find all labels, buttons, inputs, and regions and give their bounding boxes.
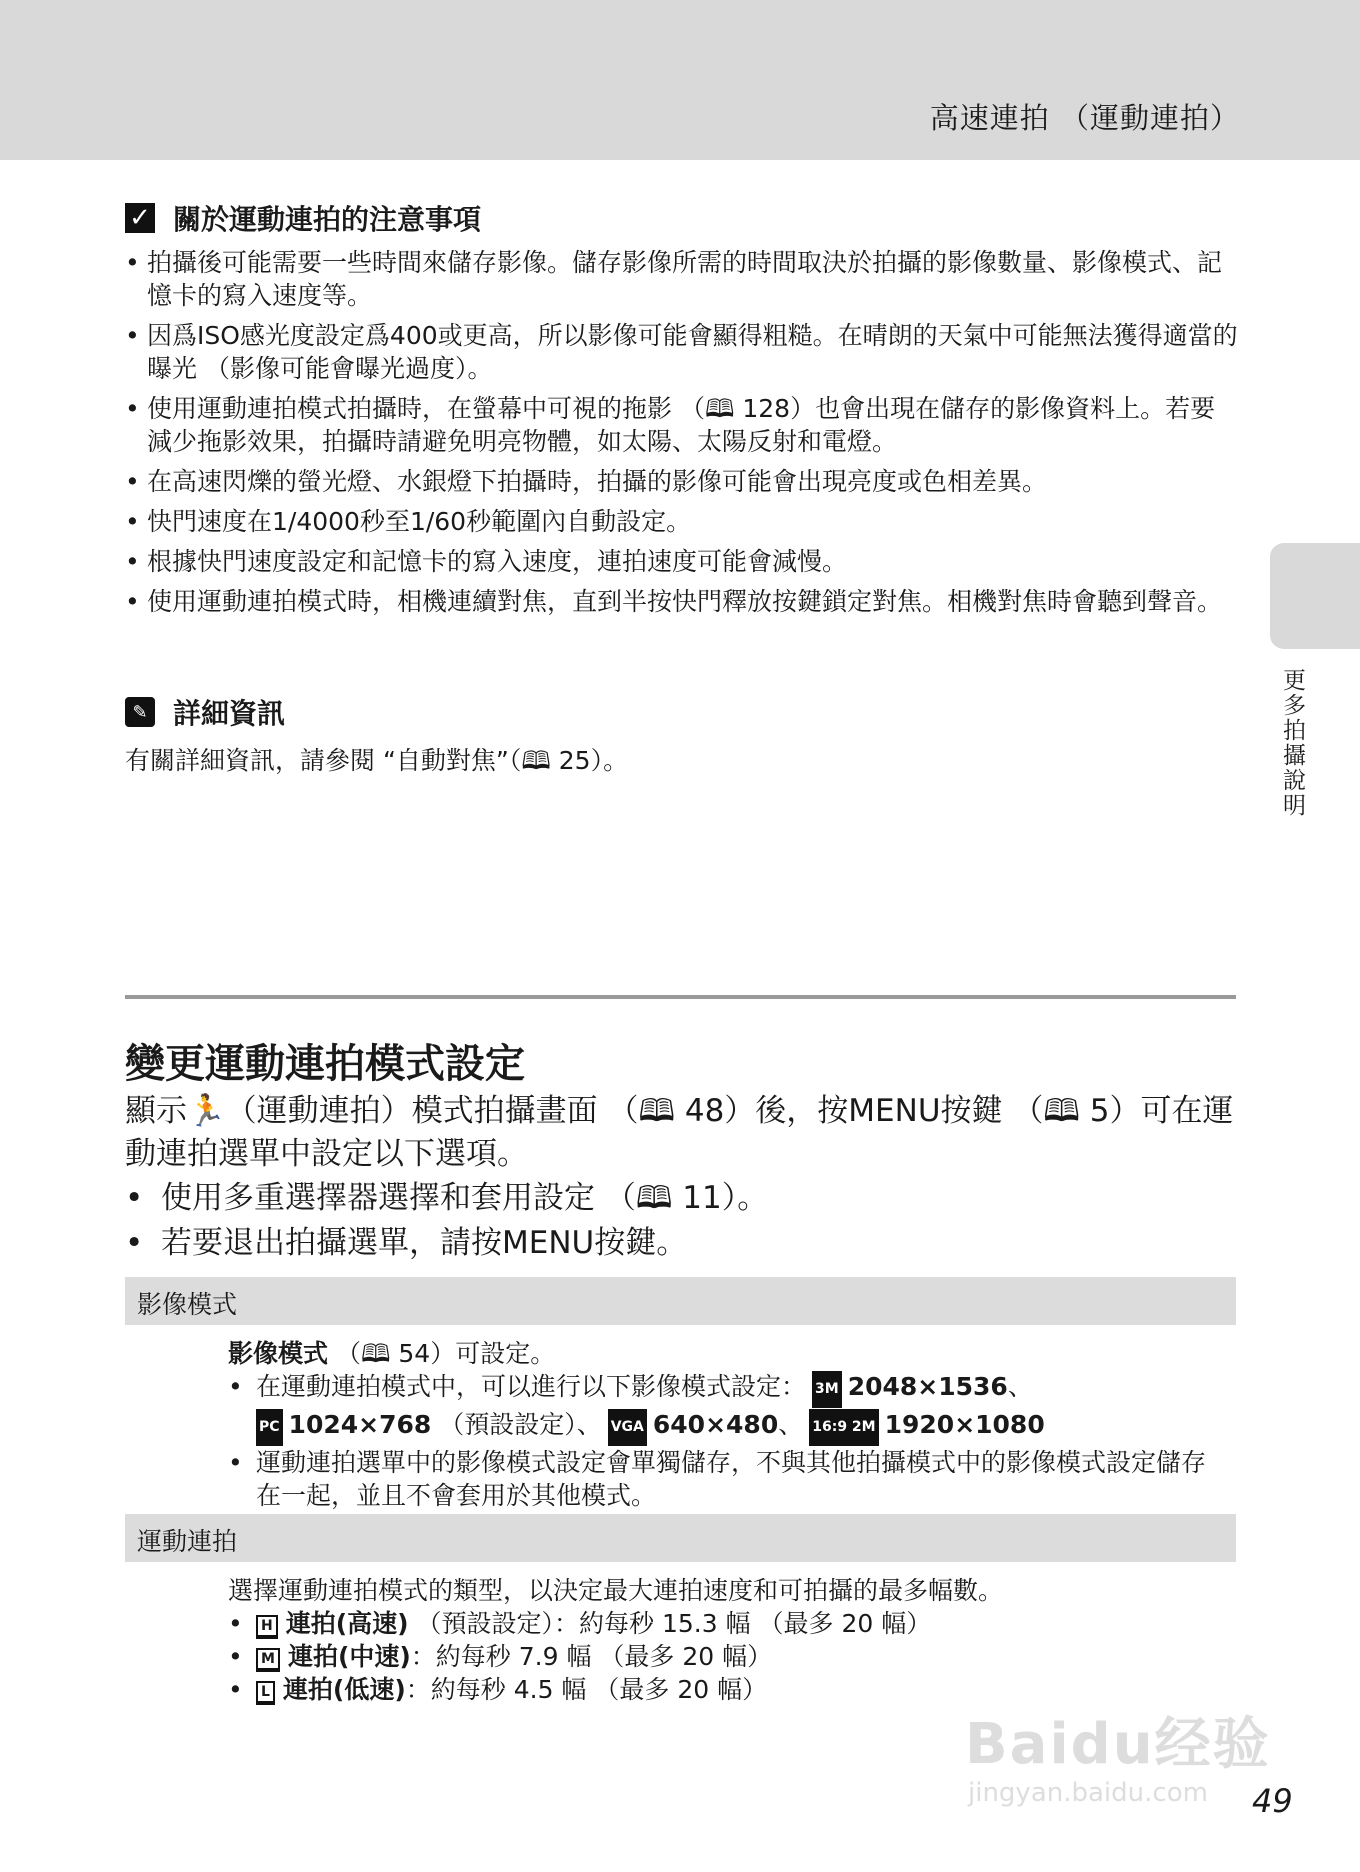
note-item: • 快門速度在1/4000秒至1/60秒範圍內自動設定。 (125, 505, 1240, 538)
image-mode-lead-bold: 影像模式 (228, 1339, 329, 1368)
sport-bar: 運動連拍 (125, 1514, 1236, 1562)
page-header (0, 0, 1360, 160)
section-intro (125, 1090, 1240, 1266)
size-vga-icon: VGA (608, 1409, 647, 1446)
info-icon: ✎ (125, 697, 155, 727)
intro-text: 顯示🏃（運動連拍）模式拍攝畫面 （🕮 48）後，按MENU按鍵 （🕮 5）可在運動連拍選單中設定以下選項。 (125, 1093, 1234, 1172)
continuous-low-icon: L (256, 1681, 275, 1705)
image-mode-lead: （🕮 54）可設定。 (328, 1339, 556, 1368)
image-mode-bar: 影像模式 (125, 1277, 1236, 1325)
note-item: • 在高速閃爍的螢光燈、水銀燈下拍攝時，拍攝的影像可能會出現亮度或色相差異。 (125, 465, 1240, 498)
info-text: 有關詳細資訊，請參閱 “自動對焦”（🕮 25）。 (125, 746, 629, 775)
option-name: 連拍(中速) (287, 1642, 411, 1671)
info-section (125, 692, 1240, 778)
sport-body (228, 1574, 1228, 1706)
size-3m-icon: 3M (812, 1371, 842, 1408)
notes-title: 關於運動連拍的注意事項 (173, 203, 482, 236)
intro-bullet: • 若要退出拍攝選單，請按MENU按鍵。 (125, 1221, 1240, 1266)
check-icon: ✓ (125, 203, 155, 233)
header-title: 高速連拍 （運動連拍） (929, 101, 1240, 135)
option-name: 連拍(低速) (282, 1675, 406, 1704)
note-item: • 使用運動連拍模式拍攝時，在螢幕中可視的拖影 （🕮 128）也會出現在儲存的影像資料上。若要減少拖影效果，拍攝時請避免明亮物體，如太陽、太陽反射和電燈。 (125, 392, 1240, 458)
info-title: 詳細資訊 (173, 697, 286, 730)
option-size: 2048×1536 (847, 1372, 1008, 1401)
image-mode-options (228, 1370, 1228, 1446)
note-item: • 拍攝後可能需要一些時間來儲存影像。儲存影像所需的時間取決於拍攝的影像數量、影像模式、記憶卡的寫入速度等。 (125, 246, 1240, 312)
option-size: 640×480 (652, 1410, 779, 1439)
default-note: （預設設定）、 (431, 1410, 602, 1439)
separator: 、 (778, 1410, 804, 1439)
option-name: 連拍(高速) (285, 1609, 409, 1638)
watermark-logo: Baidu经验 (965, 1712, 1271, 1777)
watermark-url: jingyan.baidu.com (968, 1778, 1208, 1808)
side-tab (1270, 543, 1360, 649)
options-text: 在運動連拍模式中，可以進行以下影像模式設定： (256, 1372, 807, 1401)
section-title: 變更運動連拍模式設定 (125, 1041, 525, 1087)
option-size: 1024×768 (288, 1410, 432, 1439)
separator: 、 (1007, 1372, 1033, 1401)
notes-section (125, 198, 1240, 618)
divider (125, 995, 1236, 999)
option-desc: （預設設定）：約每秒 15.3 幅 （最多 20 幅） (408, 1609, 932, 1638)
continuous-high-icon: H (256, 1615, 278, 1639)
sport-option-high (228, 1607, 1228, 1640)
image-mode-note: • 運動連拍選單中的影像模式設定會單獨儲存，不與其他拍攝模式中的影像模式設定儲存在一起，並且不會套用於其他模式。 (228, 1446, 1228, 1512)
size-169-icon: 16:9 2M (809, 1409, 878, 1446)
note-item: • 使用運動連拍模式時，相機連續對焦，直到半按快門釋放按鍵鎖定對焦。相機對焦時會聽到聲音。 (125, 585, 1240, 618)
option-desc: ：約每秒 7.9 幅 （最多 20 幅） (410, 1642, 773, 1671)
sport-lead: 選擇運動連拍模式的類型，以決定最大連拍速度和可拍攝的最多幅數。 (228, 1576, 1004, 1605)
note-item: • 根據快門速度設定和記憶卡的寫入速度，連拍速度可能會減慢。 (125, 545, 1240, 578)
side-tab-label: 更多拍攝說明 (1279, 668, 1305, 818)
page-number: 49 (1252, 1782, 1293, 1820)
image-mode-body (228, 1337, 1228, 1512)
note-item: • 因爲ISO感光度設定爲400或更高，所以影像可能會顯得粗糙。在晴朗的天氣中可能無法獲得適當的曝光 （影像可能會曝光過度）。 (125, 319, 1240, 385)
size-pc-icon: PC (256, 1409, 283, 1446)
option-size: 1920×1080 (884, 1410, 1045, 1439)
sport-option-medium (228, 1640, 1228, 1673)
option-desc: ：約每秒 4.5 幅 （最多 20 幅） (405, 1675, 768, 1704)
continuous-medium-icon: M (256, 1648, 280, 1672)
intro-bullet: • 使用多重選擇器選擇和套用設定 （🕮 11）。 (125, 1176, 1240, 1221)
